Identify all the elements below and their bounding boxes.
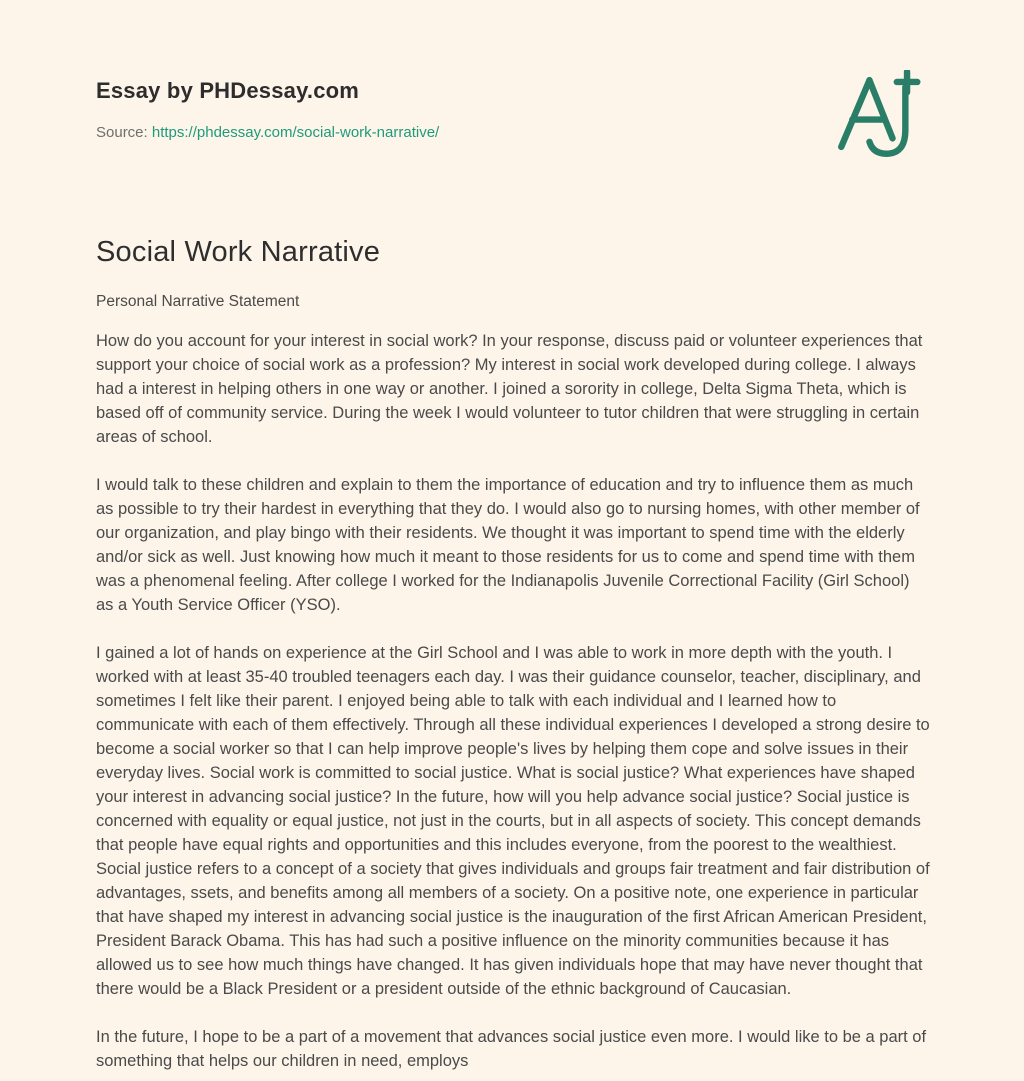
- essay-by-heading: Essay by PHDessay.com: [96, 78, 360, 103]
- document-subtitle: Personal Narrative Statement: [96, 293, 300, 310]
- source-label: Source:: [96, 124, 148, 141]
- document-title: Social Work Narrative: [96, 236, 381, 268]
- page-header: [96, 70, 930, 164]
- header-text-block: [96, 70, 439, 141]
- essay-paragraph: How do you account for your interest in social work? In your response, discuss paid or volunteer experiences that support your choice of social work as a profession? My interest in social work developed during college. I always had a interest in helping others in one way or another. I joined a sorority in college, Delta Sigma Theta, which is based off of community service. During the week I would volunteer to tutor children that were struggling in certain areas of school.: [96, 332, 923, 446]
- phdessay-logo-icon: [828, 70, 928, 164]
- essay-paragraph: I gained a lot of hands on experience at the Girl School and I was able to work in more depth with the youth. I worked with at least 35-40 troubled teenagers each day. I was their guidance counselor, teacher, disciplinary, and sometimes I felt like their parent. I enjoyed being able to talk with each individual and I learned how to communicate with each of them effectively. Through all these individual experiences I developed a strong desire to become a social worker so that I can help improve people's lives by helping them cope and solve issues in their everyday lives. Social work is committed to social justice. What is social justice? What experiences have shaped your interest in advancing social justice? In the future, how will you help advance social justice? Social justice is concerned with equality or equal justice, not just in the courts, but in all aspects of society. This concept demands that people have equal rights and opportunities and this includes everyone, from the poorest to the wealthiest. Social justice refers to a concept of a society that gives individuals and groups fair treatment and fair distribution of advantages, ssets, and benefits among all members of a society. On a positive note, one experience in particular that have shaped my interest in advancing social justice is the inauguration of the first African American President, President Barack Obama. This has had such a positive influence on the minority communities because it has allowed us to see how much things have changed. It has given individuals hope that may have never thought that there would be a Black President or a president outside of the ethnic background of Caucasian.: [96, 644, 930, 998]
- phdessay-logo: [828, 70, 928, 164]
- essay-paragraph: I would talk to these children and explain to them the importance of education and try to influence them as much as possible to try their hardest in everything that they do. I would also go to nursing homes, with other member of our organization, and play bingo with their residents. We thought it was important to spend time with the elderly and/or sick as well. Just knowing how much it meant to those residents for us to come and spend time with them was a phenomenal feeling. After college I worked for the Indianapolis Juvenile Correctional Facility (Girl School) as a Youth Service Officer (YSO).: [96, 476, 920, 614]
- source-link[interactable]: https://phdessay.com/social-work-narrative/: [151, 124, 440, 141]
- essay-paragraph: In the future, I hope to be a part of a movement that advances social justice even more. I would like to be a part of something that helps our children in need, employs: [96, 1028, 927, 1070]
- source-line: [96, 124, 439, 141]
